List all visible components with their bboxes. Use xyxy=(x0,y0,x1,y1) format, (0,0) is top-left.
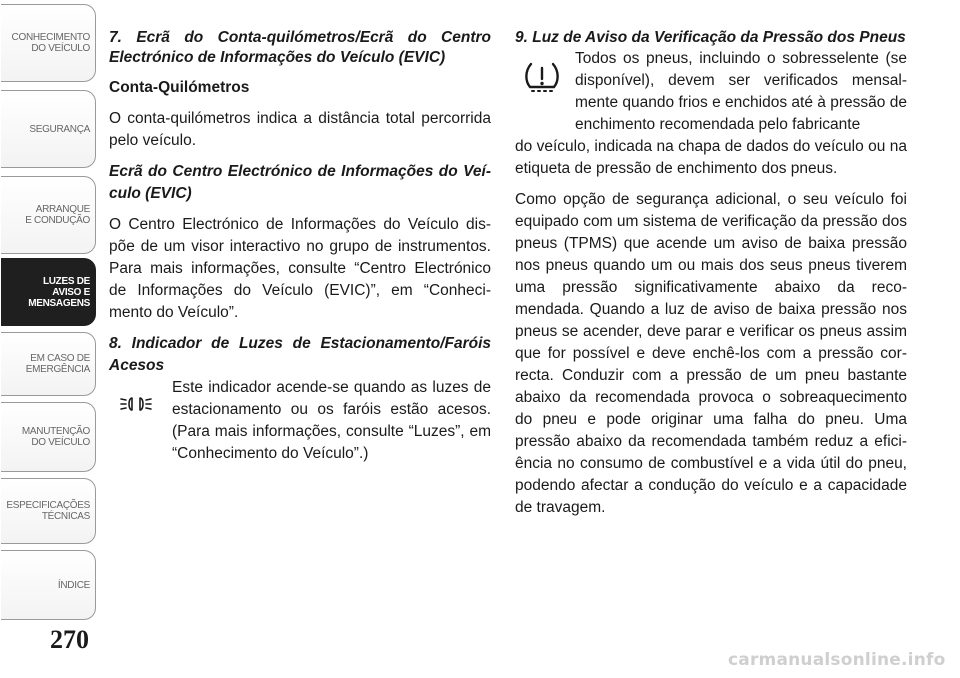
tab-conhecimento-do-veiculo[interactable] xyxy=(1,4,96,82)
section-7-heading: 7. Ecrã do Conta-quilómetros/Ecrã do Centro Electrónico de Informações do Veículo (EVIC) xyxy=(109,29,491,66)
tab-label-line: AVISO E xyxy=(52,286,90,298)
tab-indice[interactable] xyxy=(1,550,96,620)
tab-label-line: EM CASO DE xyxy=(30,353,90,364)
tab-label-line: ÍNDICE xyxy=(57,579,90,591)
tab-label-line: SEGURANÇA xyxy=(29,123,90,135)
section-9-body xyxy=(515,48,907,136)
tire-pressure-warning-icon xyxy=(515,60,569,94)
tab-label-line: CONHECIMENTO xyxy=(11,32,90,43)
section-9-continued: do veículo, indicada na chapa de dados do veículo ou na etiqueta de pressão de enchimento dos pneus. xyxy=(515,138,907,177)
watermark: carmanualsonline.info xyxy=(728,650,946,670)
tab-seguranca[interactable] xyxy=(1,90,96,168)
odometer-paragraph: O conta-quilómetros indica a distância total percorrida pelo veículo. xyxy=(109,110,491,149)
tab-luzes-de-aviso-e-mensagens[interactable] xyxy=(1,258,96,326)
tab-label-line: ESPECIFICAÇÕES xyxy=(6,500,90,511)
tab-especificacoes-tecnicas[interactable] xyxy=(1,478,96,544)
tab-label-line: EMERGÊNCIA xyxy=(25,364,90,375)
tab-label-line: DO VEÍCULO xyxy=(31,43,90,54)
tab-label-line: E CONDUÇÃO xyxy=(25,215,90,226)
section-9-indented-text: Todos os pneus, incluindo o sobresselente (se disponível), devem ser verificados mensal-mente quando frios e enchidos até à pressão de enchimento recomendada pelo fabricante xyxy=(575,50,907,133)
tab-label-line: TÉCNICAS xyxy=(41,511,90,522)
evic-heading: Ecrã do Centro Electrónico de Informações do Veí-culo (EVIC) xyxy=(109,163,491,202)
page-number: 270 xyxy=(50,625,89,654)
section-8-body xyxy=(109,377,491,465)
tab-label-line: ARRANQUE xyxy=(35,204,90,215)
tab-manutencao-do-veiculo[interactable] xyxy=(1,402,96,472)
evic-paragraph: O Centro Electrónico de Informações do Veículo dis-põe de um visor interactivo no grupo de instrumentos. Para mais informações, consulte “Centro Electrónico de Informações do Veículo (EVIC)”, em “Conheci-mento do Veículo”. xyxy=(109,216,491,321)
tab-label-line: DO VEÍCULO xyxy=(31,437,90,448)
left-column xyxy=(109,28,491,474)
section-9-heading: 9. Luz de Aviso da Verificação da Pressão dos Pneus xyxy=(515,29,906,46)
tab-em-caso-de-emergencia[interactable] xyxy=(1,332,96,396)
section-8-paragraph: Este indicador acende-se quando as luzes de estacionamento ou os faróis estão acesos. (Para mais informações, consulte “Luzes”, em “Conhecimento do Veículo”.) xyxy=(172,379,491,462)
tab-label-line: MENSAGENS xyxy=(28,297,90,309)
tab-label-line: MANUTENÇÃO xyxy=(21,426,90,437)
tab-arranque-e-conducao[interactable] xyxy=(1,176,96,254)
parking-lights-icon xyxy=(109,395,163,413)
odometer-heading: Conta-Quilómetros xyxy=(109,79,250,96)
right-column xyxy=(515,28,907,528)
chapter-tabs xyxy=(0,0,98,640)
tpms-paragraph: Como opção de segurança adicional, o seu veículo foi equipado com um sistema de verificação da pressão dos pneus (TPMS) que acende um aviso de baixa pressão nos pneus quando um ou mais dos seus pneus tiverem uma pressão significativamente abaixo da reco-mendada. Quando a luz de aviso de baixa pressão nos pneus se acender, deve parar e verificar os pneus assim que for possível e deve enchê-los com a pressão cor-recta. Conduzir com a pressão de um pneu bastante abaixo da recomendada provoca o sobreaquecimento do pneu e pode originar uma falha do pneu. Uma pressão abaixo da recomendada também reduz a efici-ência no consumo de combustível e a vida útil do pneu, podendo afectar a condução do veículo e a capacidade de travagem. xyxy=(515,191,907,516)
tab-label-line: LUZES DE xyxy=(42,275,90,287)
section-8-heading: 8. Indicador de Luzes de Estacionamento/Faróis Acesos xyxy=(109,335,491,374)
